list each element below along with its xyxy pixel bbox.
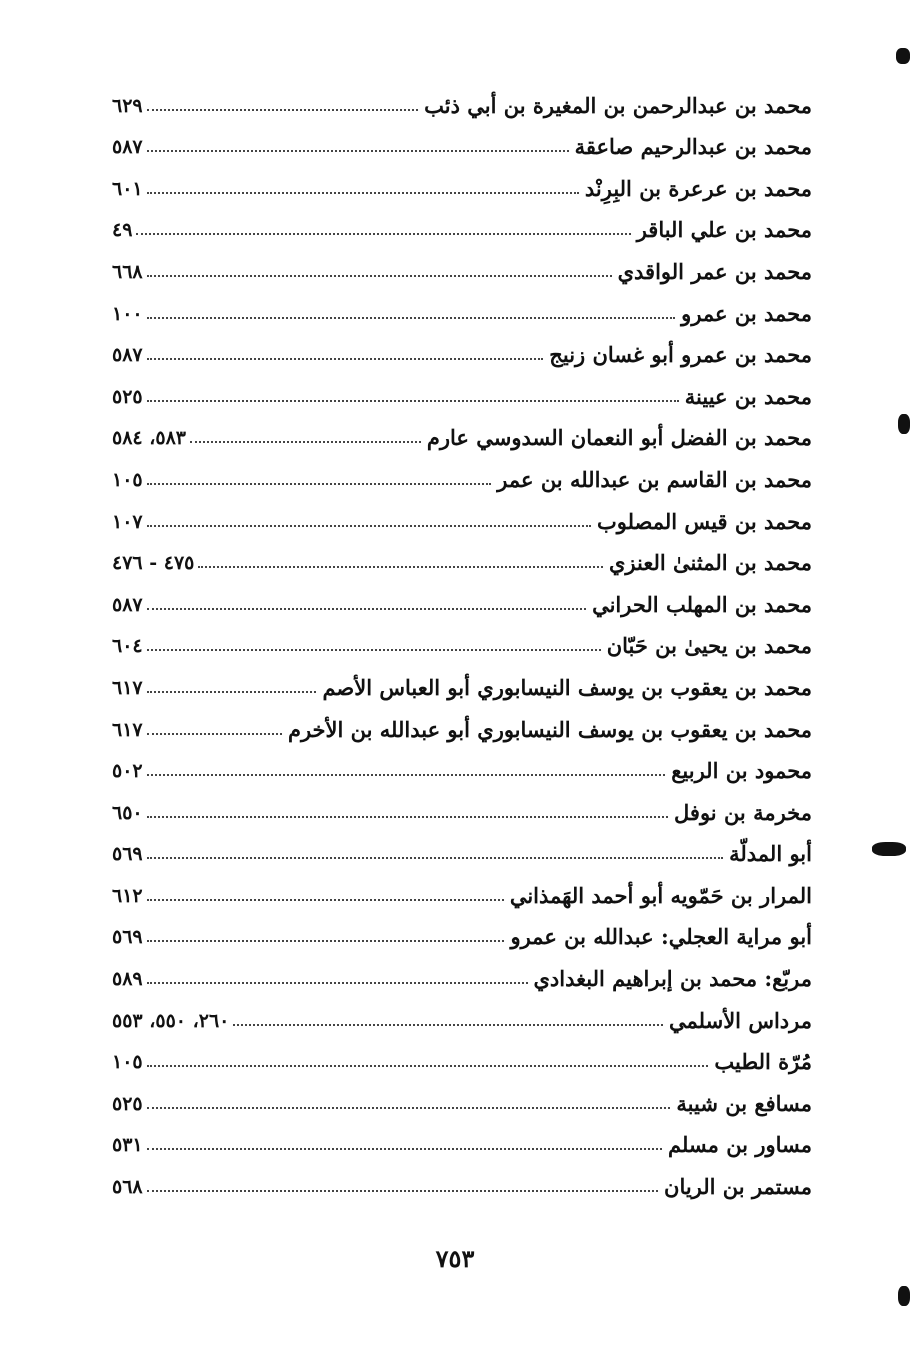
- index-list: [112, 78, 812, 1201]
- entry-pages: ٥٢٥: [112, 1092, 143, 1115]
- dot-leader: [147, 1107, 671, 1109]
- entry-name: مرداس الأسلمي: [669, 1007, 812, 1033]
- entry-pages: ٦٠٤: [112, 635, 143, 658]
- dot-leader: [136, 233, 630, 235]
- dot-leader: [147, 608, 586, 610]
- entry-pages: ٦٢٩: [112, 94, 143, 117]
- dot-leader: [147, 150, 569, 152]
- entry-name: محمود بن الربيع: [671, 758, 812, 784]
- entry-name: محمد بن القاسم بن عبدالله بن عمر: [497, 466, 812, 492]
- entry-name: أبو المدلّة: [729, 841, 812, 867]
- entry-pages: ١٠٥: [112, 1051, 143, 1074]
- entry-pages: ٤٩: [112, 219, 133, 242]
- index-entry: [112, 1118, 812, 1160]
- dot-leader: [147, 358, 544, 360]
- index-entry: [112, 827, 812, 869]
- scan-edge-mark: [898, 1286, 910, 1306]
- index-entry: [112, 286, 812, 328]
- entry-pages: ٦١٢: [112, 884, 143, 907]
- entry-pages: ١٠٥: [112, 468, 143, 491]
- index-entry: [112, 744, 812, 786]
- entry-pages: ٥٨٩: [112, 968, 143, 991]
- entry-name: محمد بن المثنىٰ العنزي: [608, 550, 812, 576]
- index-entry: [112, 120, 812, 162]
- entry-pages: ١٠٧: [112, 510, 143, 533]
- index-entry: [112, 244, 812, 286]
- dot-leader: [147, 109, 418, 111]
- index-entry: [112, 161, 812, 203]
- scan-edge-mark: [896, 48, 910, 64]
- dot-leader: [147, 483, 492, 485]
- entry-name: أبو مراية العجلي: عبدالله بن عمرو: [510, 924, 812, 950]
- entry-pages: ٦٦٨: [112, 260, 143, 283]
- scan-edge-mark: [898, 414, 910, 434]
- dot-leader: [198, 566, 603, 568]
- entry-pages: ٥٨٧: [112, 344, 143, 367]
- dot-leader: [147, 774, 666, 776]
- dot-leader: [147, 816, 668, 818]
- index-entry: [112, 78, 812, 120]
- index-entry: [112, 203, 812, 245]
- entry-name: مستمر بن الريان: [664, 1174, 812, 1200]
- entry-pages: ٥٠٢: [112, 760, 143, 783]
- entry-name: محمد بن عمرو: [681, 300, 812, 326]
- index-entry: [112, 369, 812, 411]
- index-entry: [112, 1035, 812, 1077]
- entry-name: مربّع: محمد بن إبراهيم البغدادي: [533, 966, 812, 992]
- entry-pages: ٥٢٥: [112, 385, 143, 408]
- entry-pages: ٥٦٨: [112, 1176, 143, 1199]
- entry-pages: ٥٨٧: [112, 593, 143, 616]
- entry-pages: ٢٦٠، ٥٥٠، ٥٥٣: [112, 1009, 230, 1032]
- dot-leader: [147, 400, 679, 402]
- entry-name: مخرمة بن نوفل: [674, 799, 812, 825]
- dot-leader: [147, 1190, 658, 1192]
- dot-leader: [233, 1024, 663, 1026]
- entry-name: محمد بن علي الباقر: [636, 217, 812, 243]
- entry-name: محمد بن يعقوب بن يوسف النيسابوري أبو عبدالله بن الأخرم: [287, 716, 812, 742]
- entry-pages: ٦١٧: [112, 676, 143, 699]
- entry-name: محمد بن يحيىٰ بن حَبّان: [606, 633, 812, 659]
- dot-leader: [147, 733, 282, 735]
- dot-leader: [147, 192, 579, 194]
- index-entry: [112, 785, 812, 827]
- entry-pages: ٦١٧: [112, 718, 143, 741]
- entry-name: مُرّة الطيب: [714, 1049, 812, 1075]
- dot-leader: [147, 940, 505, 942]
- index-entry: [112, 577, 812, 619]
- entry-pages: ٥٦٩: [112, 926, 143, 949]
- index-entry: [112, 494, 812, 536]
- entry-pages: ٦٥٠: [112, 801, 143, 824]
- dot-leader: [147, 857, 723, 859]
- entry-name: محمد بن عبدالرحيم صاعقة: [574, 134, 812, 160]
- entry-pages: ٥٨٧: [112, 136, 143, 159]
- index-entry: [112, 993, 812, 1035]
- dot-leader: [147, 1065, 709, 1067]
- entry-name: محمد بن عمر الواقدي: [617, 258, 812, 284]
- entry-name: محمد بن عيينة: [684, 383, 812, 409]
- dot-leader: [190, 441, 421, 443]
- entry-pages: ١٠٠: [112, 302, 143, 325]
- index-entry: [112, 660, 812, 702]
- entry-name: محمد بن قيس المصلوب: [596, 508, 812, 534]
- entry-name: محمد بن يعقوب بن يوسف النيسابوري أبو العباس الأصم: [322, 674, 812, 700]
- index-entry: [112, 910, 812, 952]
- index-entry: [112, 452, 812, 494]
- page-number: ٧٥٣: [435, 1244, 475, 1273]
- dot-leader: [147, 691, 317, 693]
- entry-name: محمد بن المهلب الحراني: [592, 591, 812, 617]
- dot-leader: [147, 649, 601, 651]
- entry-pages: ٤٧٥ - ٤٧٦: [112, 552, 195, 575]
- entry-name: مساور بن مسلم: [667, 1132, 812, 1158]
- entry-name: محمد بن الفضل أبو النعمان السدوسي عارم: [426, 425, 812, 451]
- scan-edge-mark: [872, 842, 906, 856]
- index-entry: [112, 868, 812, 910]
- entry-pages: ٦٠١: [112, 177, 143, 200]
- dot-leader: [147, 1148, 662, 1150]
- index-entry: [112, 411, 812, 453]
- index-entry: [112, 328, 812, 370]
- dot-leader: [147, 275, 612, 277]
- entry-pages: ٥٣١: [112, 1134, 143, 1157]
- entry-name: محمد بن عمرو أبو غسان زنيج: [549, 342, 812, 368]
- dot-leader: [147, 525, 591, 527]
- index-entry: [112, 702, 812, 744]
- dot-leader: [147, 317, 676, 319]
- entry-name: المرار بن حَمّويه أبو أحمد الهَمذاني: [509, 882, 812, 908]
- entry-pages: ٥٦٩: [112, 843, 143, 866]
- index-entry: [112, 619, 812, 661]
- index-entry: [112, 536, 812, 578]
- dot-leader: [147, 899, 504, 901]
- entry-name: محمد بن عرعرة بن البِرِنْد: [584, 175, 812, 201]
- entry-name: محمد بن عبدالرحمن بن المغيرة بن أبي ذئب: [424, 92, 812, 118]
- index-entry: [112, 951, 812, 993]
- entry-pages: ٥٨٣، ٥٨٤: [112, 427, 186, 450]
- entry-name: مسافع بن شيبة: [676, 1090, 812, 1116]
- dot-leader: [147, 982, 528, 984]
- index-entry: [112, 1076, 812, 1118]
- index-entry: [112, 1159, 812, 1201]
